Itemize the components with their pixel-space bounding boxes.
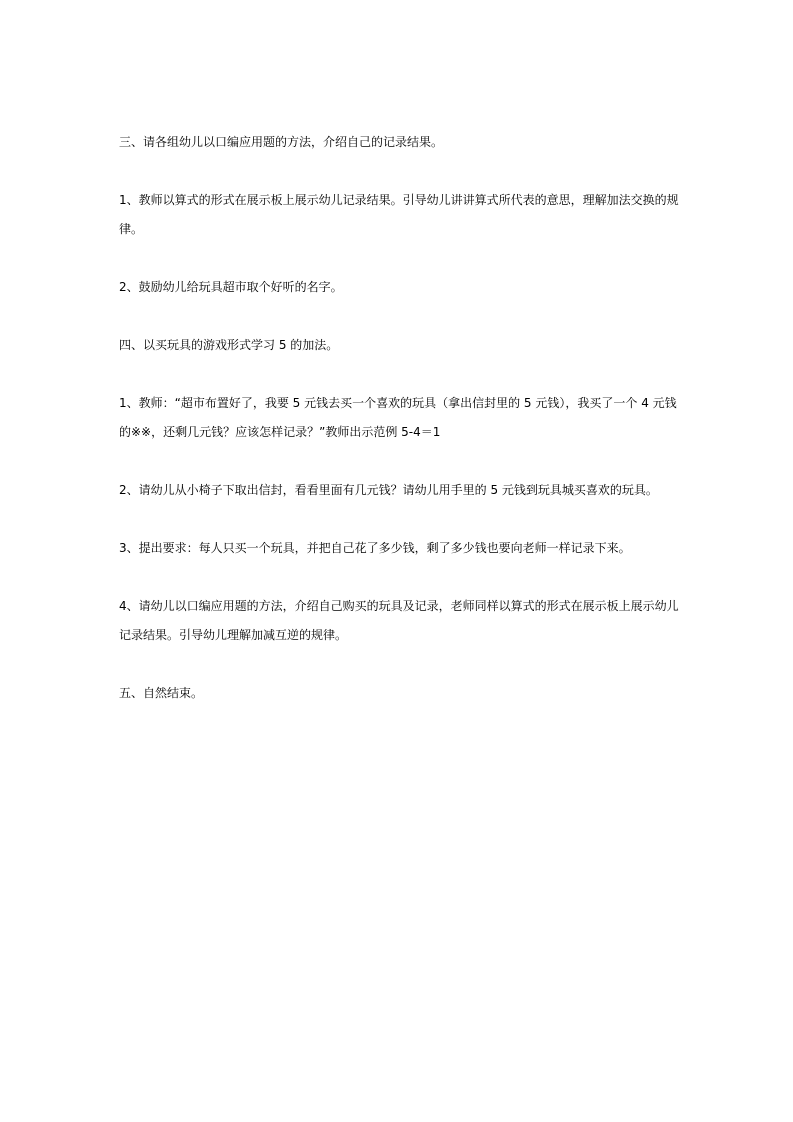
document-body [119, 128, 679, 708]
section-heading-five: 五、自然结束。 [119, 686, 204, 700]
paragraph-item-4-3: 3、提出要求：每人只买一个玩具，并把自己花了多少钱，剩了多少钱也要向老师一样记录下来。 [119, 541, 631, 555]
section-heading-three: 三、请各组幼儿以口编应用题的方法，介绍自己的记录结果。 [119, 135, 444, 149]
section-heading-four: 四、以买玩具的游戏形式学习 5 的加法。 [119, 338, 339, 352]
paragraph-item-2: 2、鼓励幼儿给玩具超市取个好听的名字。 [119, 280, 343, 294]
paragraph-item-4-1: 1、教师：“超市布置好了，我要 5 元钱去买一个喜欢的玩具（拿出信封里的 5 元钱），我买了一个 4 元钱的※※，还剩几元钱？应该怎样记录？”教师出示范例 5-4＝1 [119, 396, 677, 439]
paragraph-item-1: 1、教师以算式的形式在展示板上展示幼儿记录结果。引导幼儿讲讲算式所代表的意思，理解加法交换的规律。 [119, 193, 679, 236]
paragraph-item-4-2: 2、请幼儿从小椅子下取出信封，看看里面有几元钱？请幼儿用手里的 5 元钱到玩具城买喜欢的玩具。 [119, 483, 658, 497]
paragraph-item-4-4: 4、请幼儿以口编应用题的方法，介绍自己购买的玩具及记录，老师同样以算式的形式在展示板上展示幼儿记录结果。引导幼儿理解加减互逆的规律。 [119, 599, 679, 642]
